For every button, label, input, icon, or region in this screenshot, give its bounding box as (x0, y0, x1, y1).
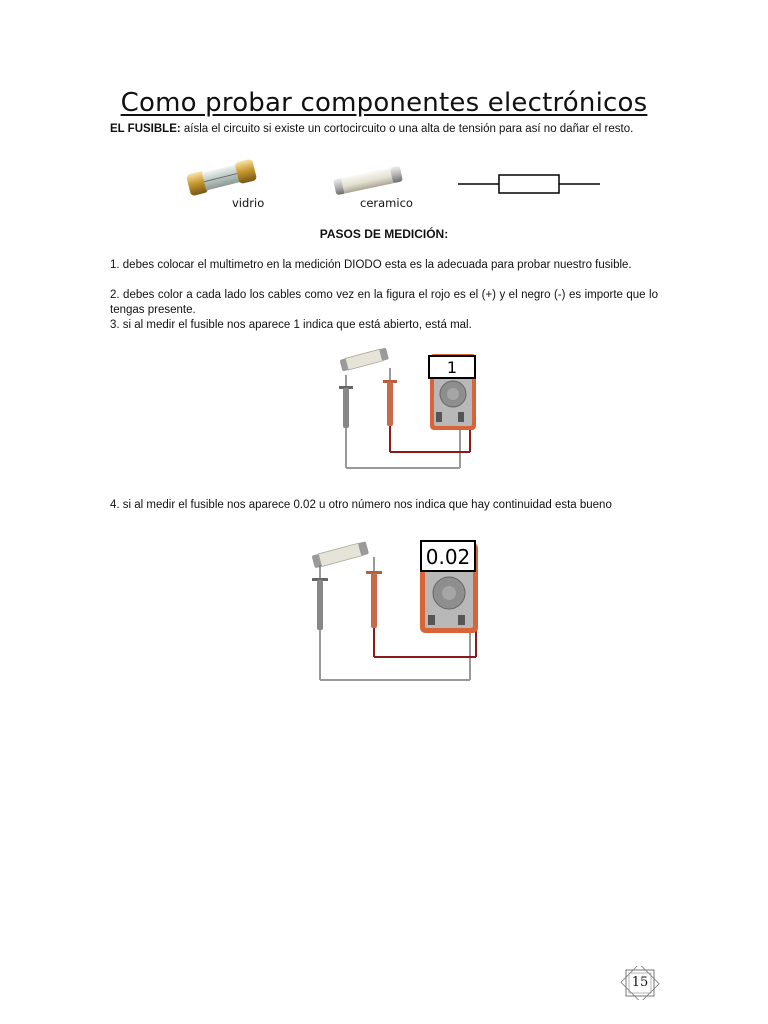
fuse-symbol-icon (458, 172, 600, 196)
fuse-intro-text: aísla el circuito si existe un cortocircuito o una alta de tensión para así no dañar el resto. (180, 123, 634, 135)
step-2-text: 2. debes color a cada lado los cables como vez en la figura el rojo es el (+) y el negro (-) es importe que lo tengas presente. (110, 289, 658, 316)
multimeter-display-reading: 0.02 (425, 545, 471, 569)
step-4-text: 4. si al medir el fusible nos aparece 0.02 u otro número nos indica que hay continuidad esta bueno (110, 499, 612, 511)
fuse-icon (312, 541, 369, 568)
glass-fuse-image (183, 150, 263, 200)
step-1-text: 1. debes colocar el multimetro en la medición DIODO esta es la adecuada para probar nuestro fusible. (110, 259, 632, 271)
step-3-text: 3. si al medir el fusible nos aparece 1 indica que está abierto, está mal. (110, 319, 472, 331)
multimeter-display-reading: 1 (446, 358, 458, 377)
fuse-intro-label: EL FUSIBLE: (110, 123, 181, 135)
ceramic-fuse-image (330, 160, 410, 200)
multimeter-open-figure (330, 340, 490, 475)
fuse-intro-paragraph (110, 122, 658, 137)
fuse-icon (339, 348, 388, 372)
multimeter-continuity-figure (300, 535, 490, 685)
glass-fuse-caption: vidrio (232, 196, 265, 210)
measurement-steps-heading: PASOS DE MEDICIÓN: (319, 227, 449, 241)
page-title: Como probar componentes electrónicos (120, 88, 648, 118)
page-number-badge (620, 966, 660, 1000)
ceramic-fuse-caption: ceramico (360, 196, 413, 210)
page-number: 15 (631, 975, 649, 990)
